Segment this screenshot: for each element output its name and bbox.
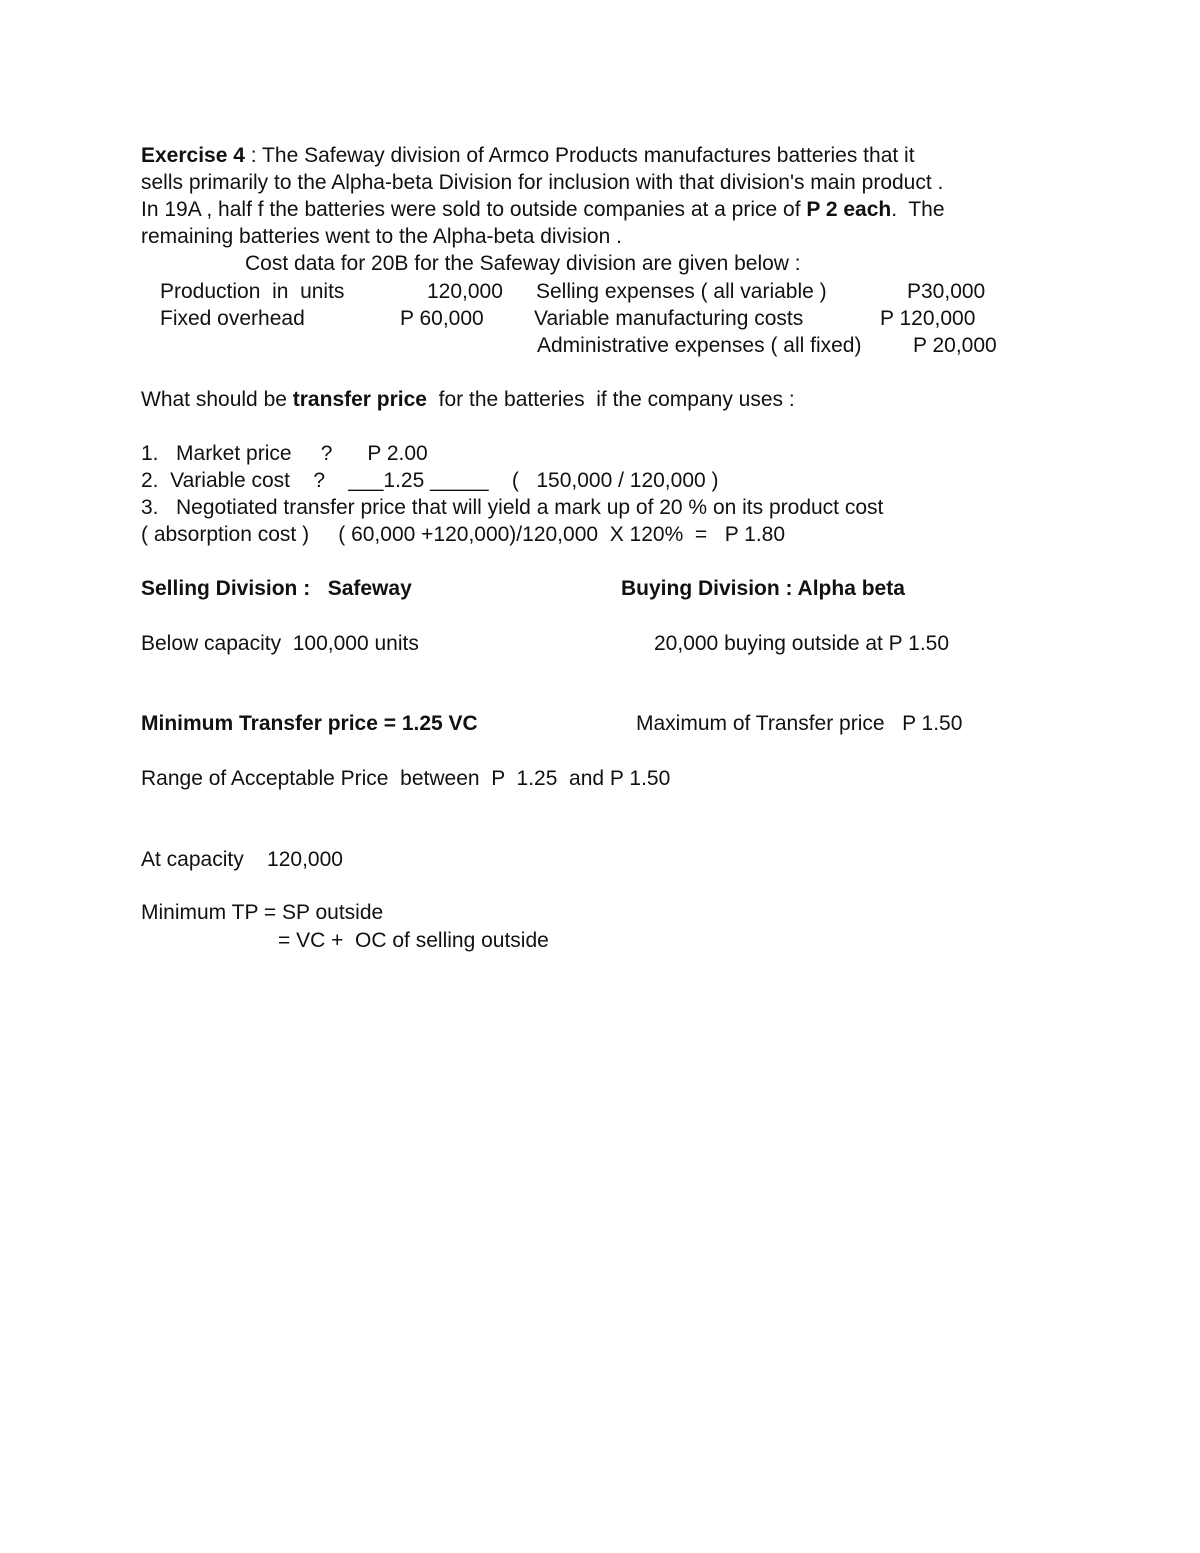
question-pre: What should be (141, 388, 293, 411)
exercise-label: Exercise 4 (141, 144, 245, 167)
intro-line-1-text: : The Safeway division of Armco Products manufactures batteries that it (244, 144, 915, 167)
answer-variable-cost: 2. Variable cost ? ___1.25 _____ ( 150,000 / 120,000 ) (141, 469, 719, 492)
below-capacity: Below capacity 100,000 units (141, 632, 419, 655)
minimum-tp-sp: Minimum TP = SP outside (141, 901, 384, 924)
variable-costs-value: P 120,000 (880, 307, 976, 330)
minimum-tp-vc: = VC + OC of selling outside (278, 929, 549, 952)
selling-expenses-label: Selling expenses ( all variable ) (536, 280, 827, 303)
selling-expenses-value: P30,000 (907, 280, 986, 303)
transfer-price-emphasis: transfer price (292, 388, 427, 411)
price-emphasis: P 2 each (806, 198, 892, 221)
buying-division-label: Buying Division : Alpha beta (621, 577, 905, 600)
question-line (141, 386, 795, 413)
fixed-overhead-value: P 60,000 (400, 307, 484, 330)
answer-negotiated-calc: ( absorption cost ) ( 60,000 +120,000)/120,000 X 120% = P 1.80 (141, 523, 786, 546)
answer-market-price: 1. Market price ? P 2.00 (141, 442, 428, 465)
answer-negotiated: 3. Negotiated transfer price that will yield a mark up of 20 % on its product cost (141, 496, 884, 519)
at-capacity: At capacity 120,000 (141, 848, 343, 871)
buying-outside: 20,000 buying outside at P 1.50 (654, 632, 950, 655)
intro-line-3-post: . The (891, 198, 945, 221)
intro-line-3 (141, 196, 945, 223)
admin-expenses-value: P 20,000 (913, 334, 997, 357)
intro-line-1 (141, 142, 915, 169)
production-label: Production in units (160, 280, 345, 303)
admin-expenses-label: Administrative expenses ( all fixed) (537, 334, 862, 357)
production-value: 120,000 (427, 280, 503, 303)
selling-division-label: Selling Division : Safeway (141, 577, 412, 600)
intro-line-2: sells primarily to the Alpha-beta Division for inclusion with that division's main product . (141, 171, 944, 194)
maximum-transfer-price: Maximum of Transfer price P 1.50 (636, 712, 963, 735)
acceptable-price-range: Range of Acceptable Price between P 1.25 and P 1.50 (141, 767, 671, 790)
question-post: for the batteries if the company uses : (427, 388, 795, 411)
minimum-transfer-price: Minimum Transfer price = 1.25 VC (141, 712, 478, 735)
intro-line-3-pre: In 19A , half f the batteries were sold to outside companies at a price of (141, 198, 807, 221)
fixed-overhead-label: Fixed overhead (160, 307, 305, 330)
variable-costs-label: Variable manufacturing costs (534, 307, 804, 330)
cost-data-heading: Cost data for 20B for the Safeway division are given below : (245, 252, 801, 275)
intro-line-4: remaining batteries went to the Alpha-beta division . (141, 225, 622, 248)
